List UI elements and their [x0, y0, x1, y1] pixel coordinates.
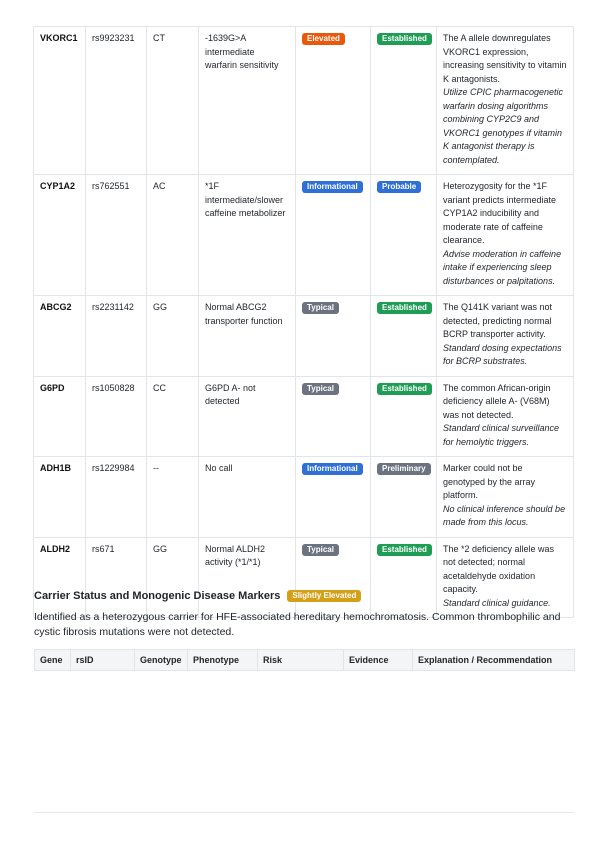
explanation-cell	[437, 27, 574, 175]
explanation-cell	[437, 376, 574, 457]
gene-cell	[34, 175, 86, 296]
carrier-status-section	[34, 590, 574, 640]
gene-symbol: G6PD	[40, 382, 65, 393]
genotype: CT	[153, 33, 165, 43]
rsid-cell	[86, 457, 147, 538]
gene-cell	[34, 27, 86, 175]
phenotype: *1F intermediate/slower caffeine metabolizer	[205, 181, 286, 218]
recommendation-text: Standard dosing expectations for BCRP substrates.	[443, 342, 562, 366]
evidence-cell	[371, 175, 437, 296]
phenotype-cell	[199, 457, 296, 538]
risk-badge: Informational	[302, 181, 363, 193]
evidence-badge: Established	[377, 383, 432, 395]
explanation-text: The A allele downregulates VKORC1 expression, increasing sensitivity to vitamin K antagonists.	[443, 33, 567, 84]
rsid-cell	[86, 296, 147, 377]
rsid: rs762551	[92, 181, 130, 191]
table-row	[34, 27, 574, 175]
evidence-badge: Established	[377, 33, 432, 45]
rsid-cell	[86, 27, 147, 175]
evidence-badge: Probable	[377, 181, 421, 193]
recommendation-text: Utilize CPIC pharmacogenetic warfarin dosing algorithms combining CYP2C9 and VKORC1 genotypes if vitamin K antagonist therapy is contemplated.	[443, 87, 564, 165]
genotype-cell	[147, 457, 199, 538]
column-header: Genotype	[135, 650, 188, 671]
explanation-text: Marker could not be genotyped by the array platform.	[443, 463, 536, 500]
evidence-cell	[371, 457, 437, 538]
recommendation-text: Advise moderation in caffeine intake if experiencing sleep disturbances or palpitations.	[443, 248, 562, 286]
genotype-cell	[147, 27, 199, 175]
gene-cell	[34, 457, 86, 538]
rsid: rs9923231	[92, 33, 135, 43]
phenotype: No call	[205, 463, 233, 473]
phenotype: Normal ALDH2 activity (*1/*1)	[205, 543, 266, 567]
evidence-badge: Established	[377, 302, 432, 314]
phenotype: -1639G>A intermediate warfarin sensitivity	[205, 33, 279, 70]
explanation-cell	[437, 296, 574, 377]
rsid-cell	[86, 175, 147, 296]
recommendation-text: No clinical inference should be made from this locus.	[443, 503, 566, 527]
gene-cell	[34, 376, 86, 457]
risk-badge: Typical	[302, 544, 339, 556]
rsid: rs671	[92, 543, 115, 554]
phenotype-cell	[199, 296, 296, 377]
gene-symbol: CYP1A2	[40, 181, 76, 191]
phenotype-cell	[199, 27, 296, 175]
pharmacogenomics-table	[33, 26, 574, 618]
column-header: Risk	[258, 650, 344, 671]
pharmacogenomics-table-body	[34, 27, 574, 618]
evidence-badge: Preliminary	[377, 463, 431, 475]
genotype: GG	[153, 543, 168, 554]
section-title: Carrier Status and Monogenic Disease Markers	[34, 590, 281, 602]
explanation-text: The *2 deficiency allele was not detected; normal acetaldehyde oxidation capacity.	[443, 543, 555, 594]
section-heading	[34, 590, 574, 602]
risk-cell	[296, 376, 371, 457]
explanation-cell	[437, 457, 574, 538]
pharmacogenomics-table-container	[33, 26, 573, 618]
risk-badge: Typical	[302, 383, 339, 395]
explanation-text: The Q141K variant was not detected, predicting normal BCRP transporter activity.	[443, 302, 553, 339]
phenotype-cell	[199, 175, 296, 296]
rsid-cell	[86, 376, 147, 457]
gene-symbol: ADH1B	[40, 463, 72, 473]
risk-badge: Elevated	[302, 33, 345, 45]
phenotype: G6PD A- not detected	[205, 382, 256, 406]
risk-cell	[296, 27, 371, 175]
evidence-cell	[371, 376, 437, 457]
explanation-text: The common African-origin deficiency allele A- (V68M) was not detected.	[443, 382, 551, 420]
genotype: CC	[153, 382, 166, 393]
risk-badge: Typical	[302, 302, 339, 314]
table-row	[34, 457, 574, 538]
gene-cell	[34, 296, 86, 377]
rsid: rs1229984	[92, 463, 135, 473]
column-header: Evidence	[344, 650, 413, 671]
table-row	[34, 175, 574, 296]
column-header: rsID	[71, 650, 135, 671]
column-header: Phenotype	[188, 650, 258, 671]
recommendation-text: Standard clinical guidance.	[443, 597, 551, 608]
genotype: AC	[153, 181, 166, 191]
evidence-cell	[371, 296, 437, 377]
genotype-cell	[147, 376, 199, 457]
rsid: rs1050828	[92, 382, 135, 393]
evidence-cell	[371, 27, 437, 175]
genotype-cell	[147, 296, 199, 377]
section-summary: Identified as a heterozygous carrier for HFE-associated hereditary hemochromatosis. Common thrombophilic and cystic fibrosis mutations were not detected.	[34, 611, 561, 638]
genotype: GG	[153, 302, 168, 312]
gene-symbol: ALDH2	[40, 543, 71, 554]
carrier-table-bottom-border	[34, 812, 574, 813]
table-row	[34, 376, 574, 457]
rsid: rs2231142	[92, 302, 134, 312]
evidence-badge: Established	[377, 544, 432, 556]
column-header: Explanation / Recommendation	[413, 650, 575, 671]
genotype: --	[153, 463, 159, 473]
risk-badge: Informational	[302, 463, 363, 475]
risk-cell	[296, 457, 371, 538]
phenotype-cell	[199, 376, 296, 457]
risk-cell	[296, 175, 371, 296]
phenotype: Normal ABCG2 transporter function	[205, 302, 283, 326]
gene-symbol: ABCG2	[40, 302, 72, 312]
carrier-table-header-row	[35, 650, 575, 671]
genotype-cell	[147, 175, 199, 296]
section-risk-badge: Slightly Elevated	[287, 590, 361, 602]
table-row	[34, 296, 574, 377]
explanation-cell	[437, 175, 574, 296]
recommendation-text: Standard clinical surveillance for hemolytic triggers.	[443, 423, 560, 447]
carrier-table	[34, 649, 575, 671]
risk-cell	[296, 296, 371, 377]
explanation-text: Heterozygosity for the *1F variant predicts intermediate CYP1A2 inducibility and moderate rate of caffeine clearance.	[443, 181, 557, 245]
column-header: Gene	[35, 650, 71, 671]
gene-symbol: VKORC1	[40, 33, 78, 43]
